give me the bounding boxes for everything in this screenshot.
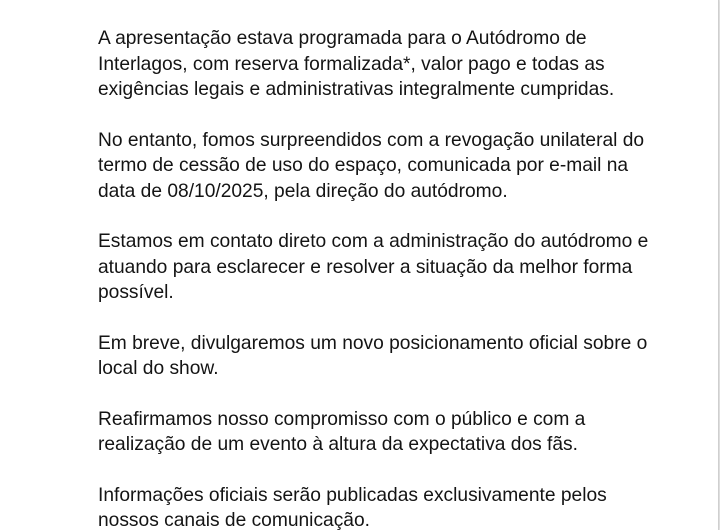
paragraph-official-channels — [98, 483, 698, 530]
text-line: possível. — [98, 282, 174, 303]
statement-body — [98, 26, 698, 530]
paragraph-presentation-venue — [98, 26, 698, 103]
paragraph-commitment — [98, 407, 698, 458]
text-line: exigências legais e administrativas integralmente cumpridas. — [98, 79, 615, 100]
text-line: atuando para esclarecer e resolver a situação da melhor forma — [98, 256, 633, 278]
paragraph-new-announcement — [98, 331, 698, 382]
text-line: A apresentação estava programada para o Autódromo de — [98, 28, 587, 49]
text-line: Em breve, divulgaremos um novo posicionamento oficial sobre o — [98, 332, 648, 354]
text-line: No entanto, fomos surpreendidos com a revogação unilateral do — [98, 129, 645, 151]
text-line: Reafirmamos nosso compromisso com o público e com a — [98, 408, 586, 430]
paragraph-contact-administration — [98, 229, 698, 306]
text-line: local do show. — [98, 358, 219, 379]
text-line: nossos canais de comunicação. — [98, 510, 370, 530]
text-line: realização de um evento à altura da expectativa dos fãs. — [98, 434, 578, 455]
text-line: Estamos em contato direto com a administração do autódromo e — [98, 231, 649, 252]
text-line: termo de cessão de uso do espaço, comunicada por e-mail na — [98, 155, 629, 176]
text-line: Informações oficiais serão publicadas exclusivamente pelos — [98, 484, 607, 506]
text-line: data de 08/10/2025, pela direção do autódromo. — [98, 180, 508, 202]
paragraph-revocation — [98, 128, 698, 205]
text-line: Interlagos, com reserva formalizada*, valor pago e todas as — [98, 53, 605, 75]
